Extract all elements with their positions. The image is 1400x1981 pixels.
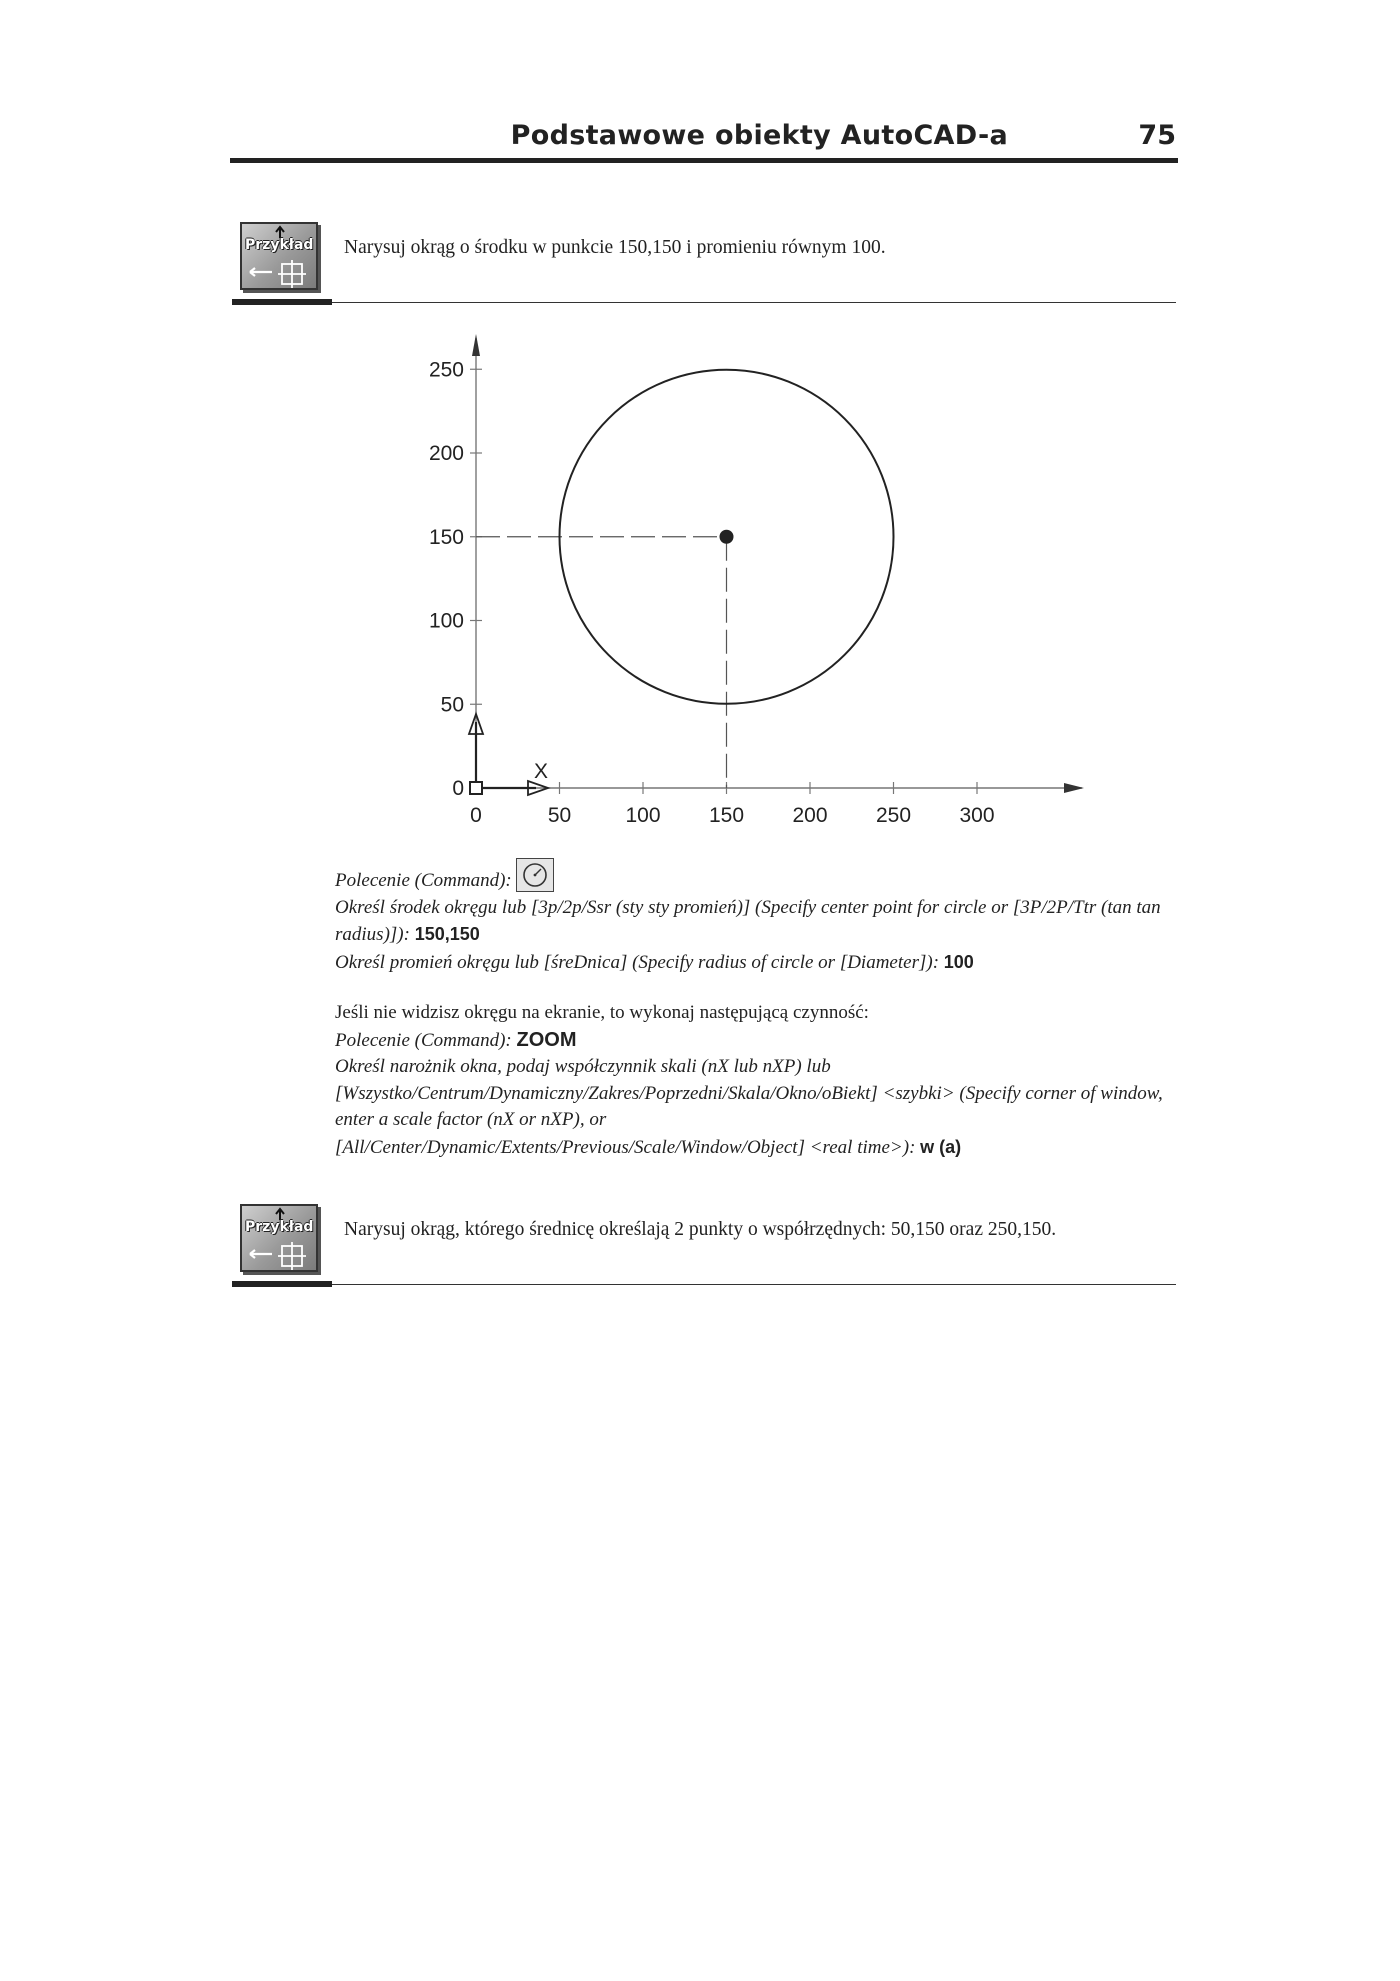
command-line [335, 858, 1185, 895]
example-underline [232, 1281, 332, 1287]
page-number: 75 [1138, 120, 1176, 151]
y-tick-label: 250 [428, 358, 464, 382]
radius-prompt-line [335, 949, 1185, 977]
zoom-prompt: Polecenie (Command): [335, 1029, 512, 1051]
example-label: Przykład [245, 237, 314, 253]
center-prompt: Określ środek okręgu lub [3p/2p/Ssr (sty sty promień)] (Specify center point for circle or [3P/2P/Ttr (tan tan radius)]): [335, 896, 1161, 945]
radius-input: 100 [943, 951, 974, 972]
x-axis-arrow [1064, 783, 1084, 793]
zoom-english-prompt: [All/Center/Dynamic/Extents/Previous/Scale/Window/Object] <real time>): [335, 1136, 916, 1158]
command-block-1 [335, 858, 1185, 976]
example-icon [240, 1204, 318, 1272]
ucs-origin-box [470, 782, 482, 794]
y-tick-label: 150 [428, 525, 464, 549]
y-tick-label: 100 [428, 609, 464, 633]
zoom-options-polish: [Wszystko/Centrum/Dynamiczny/Zakres/Poprzedni/Skala/Okno/oBiekt] <szybki> (Specify corner of window, enter a scale factor (nX or nXP), or [335, 1082, 1163, 1130]
circle-diagram [0, 0, 1400, 860]
zoom-window-input: w (a) [920, 1136, 962, 1157]
circle-tool-icon [516, 858, 554, 892]
y-tick-label: 200 [428, 442, 464, 465]
ucs-x-label: X [533, 760, 549, 783]
command-prompt: Polecenie (Command): [335, 870, 512, 891]
x-tick-label: 200 [792, 804, 828, 827]
y-axis-arrow [472, 334, 480, 356]
header-title: Podstawowe obiekty AutoCAD-a [510, 120, 1008, 151]
center-prompt-line [335, 895, 1185, 949]
center-input: 150,150 [414, 924, 480, 944]
x-tick-label: 150 [708, 804, 745, 827]
x-tick-label: 300 [959, 804, 995, 827]
zoom-command-line [335, 1027, 1185, 1055]
zoom-note: Jeśli nie widzisz okręgu na ekranie, to wykonaj następującą czynność: [335, 1002, 869, 1023]
zoom-input: ZOOM [516, 1028, 577, 1051]
example-text: Narysuj okrąg, którego średnicę określają 2 punkty o współrzędnych: 50,150 oraz 250,150. [344, 1219, 1057, 1240]
x-tick-label: 100 [625, 804, 661, 827]
x-tick-label: 250 [875, 804, 912, 827]
y-tick-label: 50 [440, 693, 464, 717]
example-box-2 [232, 1204, 1176, 1285]
command-block-2 [335, 1000, 1185, 1161]
radius-prompt: Określ promień okręgu lub [śreDnica] (Specify radius of circle or [Diameter]): [335, 951, 940, 973]
y-zero-label: 0 [452, 777, 464, 800]
x-tick-label: 0 [470, 804, 482, 827]
center-point [720, 530, 734, 544]
zoom-options-line: Określ narożnik okna, podaj współczynnik skali (nX lub nXP) lub [335, 1056, 831, 1077]
x-tick-label: 50 [547, 804, 572, 827]
example-label: Przykład [245, 1219, 314, 1235]
example-text: Narysuj okrąg o środku w punkcie 150,150 i promieniu równym 100. [344, 237, 886, 258]
zoom-options-english [335, 1134, 1185, 1162]
